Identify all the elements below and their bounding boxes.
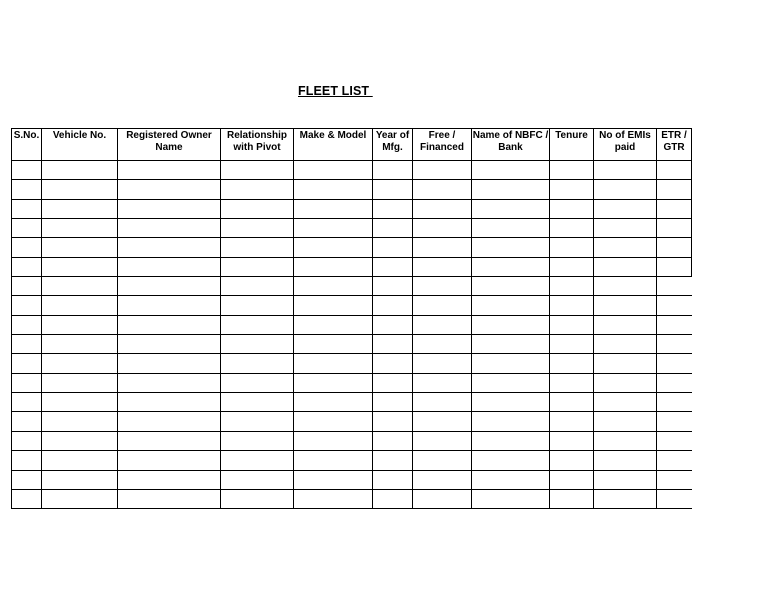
table-cell-sno[interactable] xyxy=(12,470,42,489)
table-cell-etr[interactable] xyxy=(657,412,692,431)
table-cell-tenure[interactable] xyxy=(550,431,594,450)
table-cell-year[interactable] xyxy=(373,451,413,470)
table-cell-tenure[interactable] xyxy=(550,451,594,470)
table-cell-sno[interactable] xyxy=(12,393,42,412)
table-cell-finance[interactable] xyxy=(413,489,472,508)
table-cell-tenure[interactable] xyxy=(550,161,594,180)
table-cell-make_model[interactable] xyxy=(294,238,373,257)
table-cell-year[interactable] xyxy=(373,354,413,373)
column-header-label: S.No. xyxy=(13,130,40,141)
table-cell-make_model[interactable] xyxy=(294,199,373,218)
table-cell-year[interactable] xyxy=(373,277,413,296)
table-cell-finance[interactable] xyxy=(413,238,472,257)
table-cell-year[interactable] xyxy=(373,489,413,508)
table-cell-relationship[interactable] xyxy=(221,373,294,392)
table-cell-finance[interactable] xyxy=(413,257,472,276)
table-row xyxy=(12,219,692,238)
table-cell-relationship[interactable] xyxy=(221,296,294,315)
table-cell-year[interactable] xyxy=(373,335,413,354)
table-cell-owner[interactable] xyxy=(118,257,221,276)
table-cell-nbfc[interactable] xyxy=(472,219,550,238)
column-header-label: Free / Financed xyxy=(420,130,464,153)
column-header-owner xyxy=(118,129,221,161)
table-cell-sno[interactable] xyxy=(12,489,42,508)
table-cell-sno[interactable] xyxy=(12,315,42,334)
table-cell-owner[interactable] xyxy=(118,219,221,238)
table-cell-vehicle_no[interactable] xyxy=(42,180,118,199)
table-cell-owner[interactable] xyxy=(118,238,221,257)
column-header-label: ETR / GTR xyxy=(661,130,687,153)
column-header-label: No of EMIs paid xyxy=(599,130,651,153)
column-header-nbfc xyxy=(472,129,550,161)
table-cell-etr[interactable] xyxy=(657,161,692,180)
table-row xyxy=(12,470,692,489)
column-header-tenure xyxy=(550,129,594,161)
table-cell-tenure[interactable] xyxy=(550,219,594,238)
table-cell-nbfc[interactable] xyxy=(472,431,550,450)
page-title: FLEET LIST xyxy=(298,84,373,98)
table-cell-nbfc[interactable] xyxy=(472,238,550,257)
table-cell-owner[interactable] xyxy=(118,335,221,354)
table-cell-emis[interactable] xyxy=(594,354,657,373)
table-cell-emis[interactable] xyxy=(594,393,657,412)
table-cell-sno[interactable] xyxy=(12,296,42,315)
table-cell-emis[interactable] xyxy=(594,161,657,180)
table-cell-etr[interactable] xyxy=(657,180,692,199)
table-cell-etr[interactable] xyxy=(657,451,692,470)
table-cell-nbfc[interactable] xyxy=(472,277,550,296)
table-cell-make_model[interactable] xyxy=(294,470,373,489)
table-row xyxy=(12,315,692,334)
column-header-etr xyxy=(657,129,692,161)
table-cell-year[interactable] xyxy=(373,315,413,334)
table-cell-vehicle_no[interactable] xyxy=(42,354,118,373)
table-cell-tenure[interactable] xyxy=(550,354,594,373)
table-row xyxy=(12,354,692,373)
table-cell-nbfc[interactable] xyxy=(472,451,550,470)
table-cell-etr[interactable] xyxy=(657,199,692,218)
table-cell-tenure[interactable] xyxy=(550,470,594,489)
table-cell-relationship[interactable] xyxy=(221,180,294,199)
table-cell-sno[interactable] xyxy=(12,412,42,431)
table-cell-vehicle_no[interactable] xyxy=(42,277,118,296)
table-cell-etr[interactable] xyxy=(657,354,692,373)
table-cell-etr[interactable] xyxy=(657,373,692,392)
table-cell-etr[interactable] xyxy=(657,335,692,354)
table-cell-nbfc[interactable] xyxy=(472,335,550,354)
table-cell-etr[interactable] xyxy=(657,257,692,276)
table-cell-finance[interactable] xyxy=(413,451,472,470)
table-cell-make_model[interactable] xyxy=(294,412,373,431)
table-cell-relationship[interactable] xyxy=(221,315,294,334)
table-cell-relationship[interactable] xyxy=(221,257,294,276)
table-cell-nbfc[interactable] xyxy=(472,180,550,199)
table-cell-year[interactable] xyxy=(373,180,413,199)
fleet-sheet xyxy=(11,128,692,509)
table-cell-emis[interactable] xyxy=(594,373,657,392)
table-cell-tenure[interactable] xyxy=(550,180,594,199)
table-row xyxy=(12,412,692,431)
table-cell-owner[interactable] xyxy=(118,431,221,450)
table-cell-emis[interactable] xyxy=(594,219,657,238)
table-cell-vehicle_no[interactable] xyxy=(42,335,118,354)
table-cell-tenure[interactable] xyxy=(550,296,594,315)
table-cell-owner[interactable] xyxy=(118,412,221,431)
table-cell-etr[interactable] xyxy=(657,489,692,508)
table-cell-etr[interactable] xyxy=(657,219,692,238)
column-header-label: Relationship with Pivot xyxy=(226,130,287,153)
table-cell-tenure[interactable] xyxy=(550,393,594,412)
table-cell-emis[interactable] xyxy=(594,277,657,296)
table-cell-sno[interactable] xyxy=(12,431,42,450)
table-cell-sno[interactable] xyxy=(12,219,42,238)
column-header-label: Year of Mfg. xyxy=(375,130,410,153)
table-cell-relationship[interactable] xyxy=(221,277,294,296)
table-cell-nbfc[interactable] xyxy=(472,161,550,180)
table-row xyxy=(12,451,692,470)
table-cell-relationship[interactable] xyxy=(221,238,294,257)
table-cell-finance[interactable] xyxy=(413,180,472,199)
column-header-relationship xyxy=(221,129,294,161)
table-cell-vehicle_no[interactable] xyxy=(42,199,118,218)
table-cell-year[interactable] xyxy=(373,161,413,180)
table-cell-finance[interactable] xyxy=(413,470,472,489)
fleet-table xyxy=(11,128,692,509)
table-cell-sno[interactable] xyxy=(12,180,42,199)
table-cell-owner[interactable] xyxy=(118,470,221,489)
table-row xyxy=(12,238,692,257)
table-cell-etr[interactable] xyxy=(657,393,692,412)
table-cell-vehicle_no[interactable] xyxy=(42,315,118,334)
table-cell-emis[interactable] xyxy=(594,431,657,450)
table-cell-owner[interactable] xyxy=(118,180,221,199)
column-header-make_model xyxy=(294,129,373,161)
table-cell-etr[interactable] xyxy=(657,277,692,296)
table-cell-year[interactable] xyxy=(373,219,413,238)
table-cell-year[interactable] xyxy=(373,412,413,431)
table-cell-emis[interactable] xyxy=(594,335,657,354)
table-cell-owner[interactable] xyxy=(118,373,221,392)
table-cell-relationship[interactable] xyxy=(221,451,294,470)
table-cell-make_model[interactable] xyxy=(294,335,373,354)
table-cell-relationship[interactable] xyxy=(221,470,294,489)
table-cell-tenure[interactable] xyxy=(550,335,594,354)
table-cell-nbfc[interactable] xyxy=(472,199,550,218)
table-cell-make_model[interactable] xyxy=(294,161,373,180)
table-cell-emis[interactable] xyxy=(594,180,657,199)
table-cell-emis[interactable] xyxy=(594,451,657,470)
table-cell-emis[interactable] xyxy=(594,238,657,257)
table-cell-year[interactable] xyxy=(373,257,413,276)
table-cell-make_model[interactable] xyxy=(294,431,373,450)
table-cell-vehicle_no[interactable] xyxy=(42,470,118,489)
column-header-label: Tenure xyxy=(555,130,588,141)
table-row xyxy=(12,393,692,412)
table-row xyxy=(12,277,692,296)
column-header-label: Make & Model xyxy=(299,130,367,141)
table-cell-emis[interactable] xyxy=(594,296,657,315)
table-cell-finance[interactable] xyxy=(413,277,472,296)
table-row xyxy=(12,335,692,354)
table-cell-emis[interactable] xyxy=(594,489,657,508)
table-cell-sno[interactable] xyxy=(12,354,42,373)
table-cell-owner[interactable] xyxy=(118,393,221,412)
table-cell-owner[interactable] xyxy=(118,489,221,508)
table-cell-tenure[interactable] xyxy=(550,315,594,334)
table-cell-tenure[interactable] xyxy=(550,489,594,508)
table-cell-nbfc[interactable] xyxy=(472,354,550,373)
table-cell-tenure[interactable] xyxy=(550,373,594,392)
table-cell-nbfc[interactable] xyxy=(472,257,550,276)
table-cell-nbfc[interactable] xyxy=(472,315,550,334)
table-cell-owner[interactable] xyxy=(118,354,221,373)
table-cell-finance[interactable] xyxy=(413,199,472,218)
table-cell-etr[interactable] xyxy=(657,315,692,334)
table-cell-year[interactable] xyxy=(373,238,413,257)
table-cell-year[interactable] xyxy=(373,373,413,392)
column-header-label: Registered Owner Name xyxy=(126,130,212,153)
table-cell-finance[interactable] xyxy=(413,296,472,315)
table-row xyxy=(12,180,692,199)
table-cell-sno[interactable] xyxy=(12,257,42,276)
table-cell-vehicle_no[interactable] xyxy=(42,431,118,450)
table-cell-make_model[interactable] xyxy=(294,180,373,199)
table-cell-make_model[interactable] xyxy=(294,315,373,334)
table-cell-year[interactable] xyxy=(373,431,413,450)
table-cell-make_model[interactable] xyxy=(294,489,373,508)
table-cell-vehicle_no[interactable] xyxy=(42,296,118,315)
table-cell-make_model[interactable] xyxy=(294,393,373,412)
table-cell-finance[interactable] xyxy=(413,431,472,450)
table-cell-make_model[interactable] xyxy=(294,354,373,373)
table-cell-vehicle_no[interactable] xyxy=(42,393,118,412)
table-cell-vehicle_no[interactable] xyxy=(42,451,118,470)
table-cell-make_model[interactable] xyxy=(294,219,373,238)
table-cell-finance[interactable] xyxy=(413,219,472,238)
column-header-label: Name of NBFC / Bank xyxy=(472,130,549,153)
table-cell-sno[interactable] xyxy=(12,161,42,180)
table-cell-make_model[interactable] xyxy=(294,277,373,296)
table-cell-relationship[interactable] xyxy=(221,489,294,508)
table-cell-vehicle_no[interactable] xyxy=(42,161,118,180)
table-cell-emis[interactable] xyxy=(594,315,657,334)
table-cell-make_model[interactable] xyxy=(294,373,373,392)
table-cell-relationship[interactable] xyxy=(221,335,294,354)
table-cell-sno[interactable] xyxy=(12,451,42,470)
table-cell-make_model[interactable] xyxy=(294,451,373,470)
table-cell-tenure[interactable] xyxy=(550,277,594,296)
table-cell-vehicle_no[interactable] xyxy=(42,412,118,431)
table-cell-nbfc[interactable] xyxy=(472,296,550,315)
table-cell-tenure[interactable] xyxy=(550,412,594,431)
table-cell-owner[interactable] xyxy=(118,199,221,218)
table-cell-finance[interactable] xyxy=(413,412,472,431)
table-cell-etr[interactable] xyxy=(657,470,692,489)
table-row xyxy=(12,431,692,450)
table-cell-finance[interactable] xyxy=(413,354,472,373)
table-cell-tenure[interactable] xyxy=(550,199,594,218)
table-cell-vehicle_no[interactable] xyxy=(42,257,118,276)
table-cell-finance[interactable] xyxy=(413,393,472,412)
table-cell-sno[interactable] xyxy=(12,335,42,354)
table-cell-relationship[interactable] xyxy=(221,393,294,412)
table-header-row xyxy=(12,129,692,161)
table-cell-emis[interactable] xyxy=(594,199,657,218)
table-cell-finance[interactable] xyxy=(413,373,472,392)
table-cell-owner[interactable] xyxy=(118,296,221,315)
table-row xyxy=(12,373,692,392)
table-cell-finance[interactable] xyxy=(413,161,472,180)
column-header-vehicle_no xyxy=(42,129,118,161)
table-cell-owner[interactable] xyxy=(118,315,221,334)
table-cell-sno[interactable] xyxy=(12,199,42,218)
table-cell-emis[interactable] xyxy=(594,257,657,276)
table-cell-nbfc[interactable] xyxy=(472,393,550,412)
table-cell-relationship[interactable] xyxy=(221,412,294,431)
table-cell-etr[interactable] xyxy=(657,296,692,315)
table-cell-owner[interactable] xyxy=(118,277,221,296)
table-cell-year[interactable] xyxy=(373,470,413,489)
table-cell-year[interactable] xyxy=(373,199,413,218)
table-cell-make_model[interactable] xyxy=(294,257,373,276)
table-cell-vehicle_no[interactable] xyxy=(42,219,118,238)
table-cell-etr[interactable] xyxy=(657,238,692,257)
table-cell-tenure[interactable] xyxy=(550,257,594,276)
table-cell-sno[interactable] xyxy=(12,277,42,296)
table-row xyxy=(12,489,692,508)
table-cell-tenure[interactable] xyxy=(550,238,594,257)
table-cell-owner[interactable] xyxy=(118,451,221,470)
table-row xyxy=(12,257,692,276)
table-cell-finance[interactable] xyxy=(413,335,472,354)
table-body xyxy=(12,161,692,509)
table-cell-sno[interactable] xyxy=(12,373,42,392)
table-cell-vehicle_no[interactable] xyxy=(42,238,118,257)
table-cell-relationship[interactable] xyxy=(221,161,294,180)
table-row xyxy=(12,296,692,315)
column-header-finance xyxy=(413,129,472,161)
table-cell-make_model[interactable] xyxy=(294,296,373,315)
table-cell-emis[interactable] xyxy=(594,470,657,489)
table-row xyxy=(12,161,692,180)
column-header-label: Vehicle No. xyxy=(52,130,107,141)
column-header-sno xyxy=(12,129,42,161)
table-cell-owner[interactable] xyxy=(118,161,221,180)
table-cell-relationship[interactable] xyxy=(221,431,294,450)
table-cell-nbfc[interactable] xyxy=(472,489,550,508)
column-header-year xyxy=(373,129,413,161)
table-cell-finance[interactable] xyxy=(413,315,472,334)
table-cell-relationship[interactable] xyxy=(221,219,294,238)
table-cell-nbfc[interactable] xyxy=(472,373,550,392)
table-cell-relationship[interactable] xyxy=(221,199,294,218)
table-cell-emis[interactable] xyxy=(594,412,657,431)
table-cell-relationship[interactable] xyxy=(221,354,294,373)
table-row xyxy=(12,199,692,218)
table-cell-year[interactable] xyxy=(373,296,413,315)
table-cell-sno[interactable] xyxy=(12,238,42,257)
table-cell-vehicle_no[interactable] xyxy=(42,489,118,508)
table-cell-nbfc[interactable] xyxy=(472,470,550,489)
table-cell-etr[interactable] xyxy=(657,431,692,450)
table-cell-nbfc[interactable] xyxy=(472,412,550,431)
table-cell-vehicle_no[interactable] xyxy=(42,373,118,392)
table-cell-year[interactable] xyxy=(373,393,413,412)
column-header-emis xyxy=(594,129,657,161)
